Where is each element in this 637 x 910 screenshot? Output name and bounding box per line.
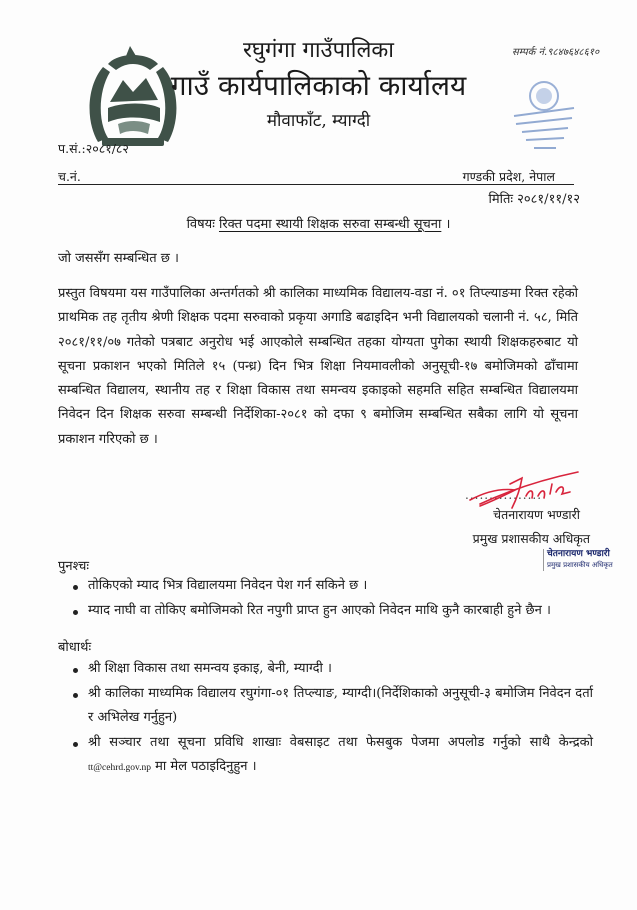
bullet-icon [73, 668, 78, 673]
subject-text: रिक्त पदमा स्थायी शिक्षक सरुवा सम्बन्धी सूचना [218, 217, 442, 232]
office-address: मौवाफाँट, म्याग्दी [266, 111, 371, 131]
stamp-title: प्रमुख प्रशासकीय अधिकृत [547, 561, 613, 569]
list-item: तोकिएको म्याद भित्र विद्यालयमा निवेदन पेश गर्न सकिने छ । [70, 574, 593, 599]
body-paragraph: प्रस्तुत विषयमा यस गाउँपालिका अन्तर्गतको श्री कालिका माध्यमिक विद्यालय-वडा नं. ०१ तिप्ल्याङमा रिक्त रहेको प्राथमिक तह तृतीय श्रेणी शिक्षक पदमा सरुवाको प्रकृया अगाडि बढाइदिन भनी विद्यालयको चलानी नं. ५८, मिति २०८१/११/०७ गतेको पत्रबाट अनुरोध भई आएकोले सम्बन्धित तहका योग्यता पुगेका स्थायी शिक्षकहरुबाट यो सूचना प्रकाशन भएको मितिले १५ (पन्ध्र) दिन भित्र शिक्षा नियमावलीको अनुसूची-१७ बमोजिमको ढाँचामा सम्बन्धित विद्यालय, स्थानीय तह र शिक्षा विकास तथा समन्वय इकाइको सहमति सहित सम्बन्धित विद्यालयमा निवेदन दिन शिक्षक सरुवा सम्बन्धी निर्देशिका-२०८१ को दफा ९ बमोजिम सम्बन्धित सबैका लागि यो सूचना प्रकाशन गरिएको छ । [58, 286, 578, 447]
province: गण्डकी प्रदेश, नेपाल [462, 169, 555, 184]
bullet-icon [73, 742, 78, 747]
bullet-icon [73, 610, 78, 615]
subject-line [0, 214, 637, 232]
postscript-list [70, 574, 593, 623]
email-address: tt@cehrd.gov.np [88, 763, 152, 773]
signatory-name: चेतनारायण भण्डारी [493, 507, 580, 522]
list-item: म्याद नाघी वा तोकिए बमोजिमको रित नपुगी प्राप्त हुन आएको निवेदन माथि कुनै कारबाही हुने छैन । [70, 599, 593, 624]
subject-end: । [445, 217, 451, 232]
name-stamp [543, 549, 613, 571]
contact-number: सम्पर्क नं.९८४७६४८६१० [512, 47, 600, 58]
salutation: जो जससँग सम्बन्धित छ । [58, 251, 179, 266]
header-divider [58, 184, 574, 185]
reference-number: प.सं.:२०८१/८२ [58, 141, 129, 156]
letter-date: मितिः २०८१/११/१२ [488, 192, 580, 207]
signatory-title: प्रमुख प्रशासकीय अधिकृत [472, 531, 590, 546]
bullet-icon [73, 693, 78, 698]
office-name: गाउँ कार्यपालिकाको कार्यालय [170, 69, 467, 102]
subject-label: विषयः [186, 217, 215, 232]
list-item: श्री कालिका माध्यमिक विद्यालय रघुगंगा-०१ तिप्ल्याङ, म्याग्दी।(निर्देशिकाको अनुसूची-३ बमोजिम निवेदन दर्ता र अभिलेख गर्नुहुन) [70, 682, 593, 731]
postscript-label: पुनश्चः [58, 559, 90, 574]
office-seal-icon [508, 78, 580, 158]
stamp-name: चेतनारायण भण्डारी [547, 549, 610, 559]
list-item: श्री सञ्चार तथा सूचना प्रविधि शाखाः वेबसाइट तथा फेसबुक पेजमा अपलोड गर्नुको साथै केन्द्रको tt@cehrd.gov.np मा मेल पठाइदिनुहुन । [70, 731, 593, 781]
cc-list [70, 657, 593, 781]
handwritten-signature [460, 470, 580, 510]
dispatch-number: च.नं. [58, 169, 81, 184]
bullet-icon [73, 585, 78, 590]
signature-line: ................ [465, 488, 543, 502]
cc-label: बोधार्थः [58, 640, 92, 655]
municipality-name: रघुगंगा गाउँपालिका [242, 38, 394, 63]
list-item: श्री शिक्षा विकास तथा समन्वय इकाइ, बेनी, म्याग्दी । [70, 657, 593, 682]
